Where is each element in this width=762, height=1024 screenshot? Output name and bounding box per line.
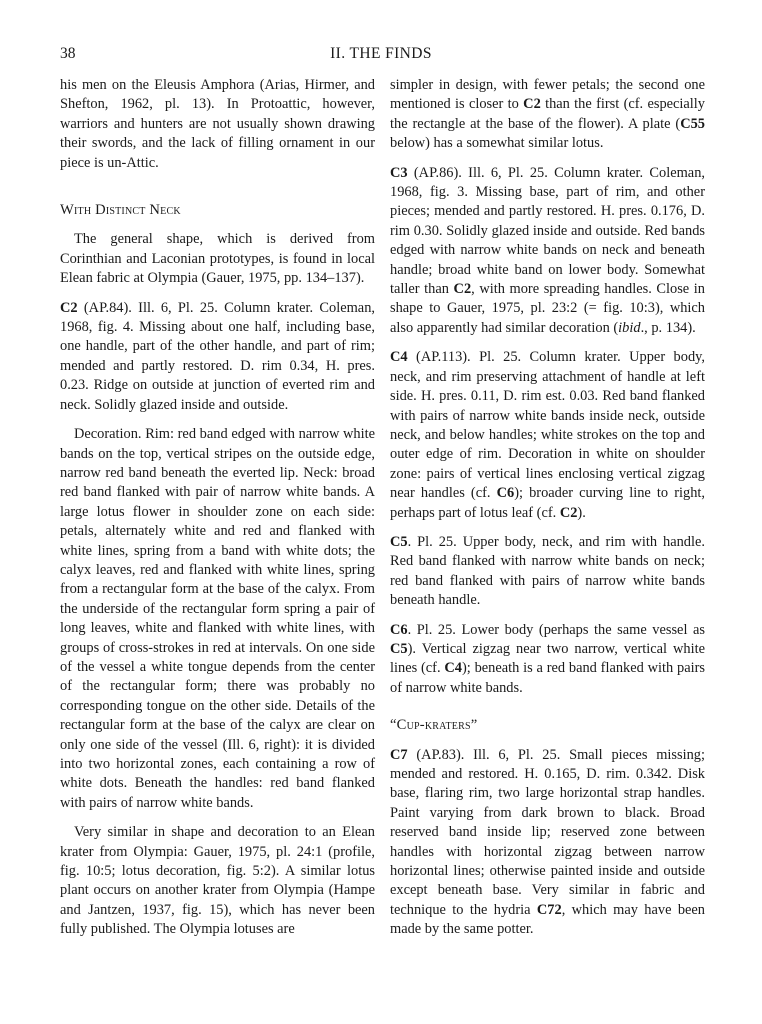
catalog-ref: C2 [559,504,578,521]
catalog-label: C2 [60,299,78,316]
text-run: ). Vertical zigzag near two narrow, vertical white lines (cf. [390,640,705,677]
catalog-label: C3 [390,164,408,181]
catalog-entry-c4 [390,348,705,523]
catalog-ref: C2 [453,281,472,298]
text-run: ); beneath is a red band flanked with pairs of narrow white bands. [390,660,706,696]
text-run: . Pl. 25. Upper body, neck, and rim with handle. Red band flanked with narrow white bands on neck; red band flanked with pairs of narrow white bands beneath handle. [390,533,705,609]
catalog-label: C6 [390,621,408,638]
text-run: ); broader curving line to right, perhaps part of lotus leaf (cf. [390,485,705,521]
text-run: simpler in design, with fewer petals; the second one mentioned is closer to [390,77,705,113]
text-run: ., p. 134). [640,319,696,336]
section-heading-cup-kraters: “Cup-kraters” [390,717,478,734]
right-column [390,76,705,940]
paragraph-decoration: Decoration. Rim: red band edged with narrow white bands on the top, vertical stripes on the outside edge, narrow red band beneath the everted lip. Neck: broad red band flanked with pair of narrow white bands. A large lotus flower in shoulder zone on each side: petals, alternately white and red and flanked with white lines, spring from a band with white dots; the calyx leaves, red and flanked with white lines, spring from a rectangular form at the base of the calyx. From the underside of the rectangular form spring a pair of long leaves, white and flanked with white lines, with groups of cross-strokes in red at intervals. On one side of the vessel a white tongue depends from the center of the rectangular form; there was probably no corresponding tongue on the other side. Details of the rectangular form at the base of the calyx are clear on only one side of the vessel (Ill. 6, right): it is divided into two horizontal zones, each containing a row of white dots. Beneath the handles: red band flanked with pairs of narrow white bands. [60,426,375,811]
catalog-entry-c2 [60,299,375,415]
catalog-label: C5 [390,533,408,550]
text-run: than the first (cf. especially the rectangle at the base of the flower). A plate ( [390,96,705,132]
catalog-text: (AP.84). Ill. 6, Pl. 25. Column krater. Coleman, 1968, fig. 4. Missing about one half, including base, one handle, part of the other handle, and part of rim; mended and partly restored. D. rim 0.34, H. pres. 0.23. Ridge on outside at junction of everted rim and neck. Solidly glazed inside and outside. [60,299,375,413]
catalog-entry-c6 [390,621,705,699]
catalog-ref: C55 [680,115,705,132]
section-heading-distinct-neck: With Distinct Neck [60,202,181,219]
catalog-ref: C6 [496,485,515,502]
paragraph-eleusis: his men on the Eleusis Amphora (Arias, Hirmer, and Shefton, 1962, pl. 13). In Protoattic, however, warriors and hunters are not usually shown drawing their swords, and the lack of filling ornament in our piece is un-Attic. [60,77,375,171]
page-number: 38 [60,45,76,62]
catalog-ref: C4 [444,660,462,677]
left-column [60,76,375,940]
text-run: below) has a somewhat similar lotus. [390,135,604,152]
running-head: II. THE FINDS [330,45,432,62]
text-run: (AP.113). Pl. 25. Column krater. Upper body, neck, and rim preserving attachment of handle at left side. H. pres. 0.11, D. rim est. 0.03. Red band flanked with pairs of narrow white bands inside neck, outside neck, and below handles; white strokes on the top and outer edge of rim. Decoration in white on shoulder zone: pairs of vertical lines enclosing vertical zigzag near handles (cf. [390,349,705,502]
text-run: , with more spreading handles. Close in shape to Gauer, 1975, pl. 23:2 (= fig. 10:3), which also apparently had similar decoration ( [390,281,705,336]
paragraph-similar: Very similar in shape and decoration to an Elean krater from Olympia: Gauer, 1975, pl. 24:1 (profile, fig. 10:5; lotus decoration, fig. 5:2). A similar lotus plant occurs on another krater from Olympia (Hampe and Jantzen, 1937, fig. 15), which has never been fully published. The Olympia lotuses are [60,824,375,938]
text-run: (AP.83). Ill. 6, Pl. 25. Small pieces missing; mended and restored. H. 0.165, D. rim. 0.342. Disk base, flaring rim, two large horizontal strap handles. Paint varying from dark brown to black. Broad reserved band inside lip; reserved zone between handles with horizontal zigzag between narrow horizontal lines; otherwise painted inside and outside except beneath base. Very similar in fabric and technique to the hydria [390,746,705,918]
text-run: ). [577,504,586,521]
catalog-label: C4 [390,349,408,366]
ibid-italic: ibid [618,319,641,336]
catalog-ref: C72 [536,901,562,918]
text-run: (AP.86). Ill. 6, Pl. 25. Column krater. Coleman, 1968, fig. 3. Missing base, part of rim, and other pieces; mended and partly restored. H. pres. 0.176, D. rim 0.30. Solidly glazed inside and outside. Red bands edged with narrow white bands on neck and beneath handle; broad white band on lower body. Somewhat taller than [390,164,705,298]
text-run: , which may have been made by the same potter. [390,901,705,938]
catalog-entry-c3 [390,164,705,339]
catalog-entry-c7 [390,746,705,940]
catalog-entry-c5 [390,533,705,611]
text-run: . Pl. 25. Lower body (perhaps the same vessel as [407,621,705,638]
catalog-label: C7 [390,746,408,763]
catalog-ref: C2 [523,96,541,113]
catalog-ref: C5 [390,640,408,657]
paragraph-general-shape: The general shape, which is derived from Corinthian and Laconian prototypes, is found in local Elean fabric at Olympia (Gauer, 1975, pp. 134–137). [60,231,375,287]
paragraph-continuation [390,76,705,154]
